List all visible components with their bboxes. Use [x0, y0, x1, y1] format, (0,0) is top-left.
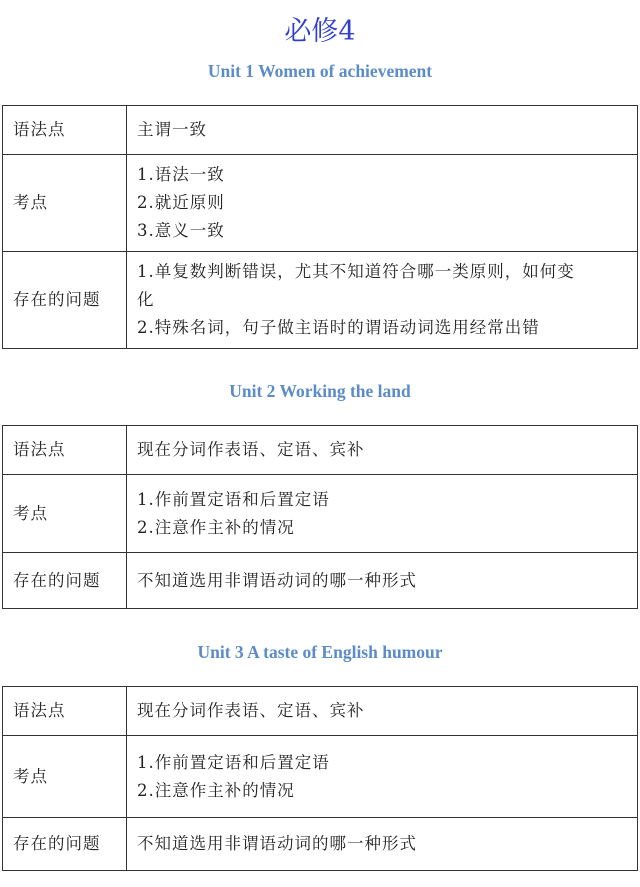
content-line: 1.单复数判断错误，尤其不知道符合哪一类原则，如何变 — [137, 262, 575, 281]
row-content — [127, 736, 638, 818]
row-label: 存在的问题 — [3, 818, 127, 871]
content-line: 不知道选用非谓语动词的哪一种形式 — [137, 570, 417, 590]
content-line: 2.注意作主补的情况 — [137, 780, 295, 800]
content-line: 主谓一致 — [137, 120, 207, 139]
content-line: 2.特殊名词，句子做主语时的谓语动词选用经常出错 — [137, 318, 540, 337]
content-line: 1.语法一致 — [137, 165, 225, 184]
row-content — [127, 155, 638, 252]
row-content — [127, 252, 638, 349]
row-label: 考点 — [3, 736, 127, 818]
table-row-problems — [3, 818, 638, 871]
content-line: 2.就近原则 — [137, 193, 225, 212]
unit-3-title: Unit 3 A taste of English humour — [197, 642, 443, 662]
table-row-grammar-point — [3, 687, 638, 736]
content-line: 现在分词作表语、定语、宾补 — [137, 701, 365, 720]
row-content — [127, 106, 638, 155]
row-content — [127, 475, 638, 553]
table-row-problems — [3, 553, 638, 609]
content-line: 2.注意作主补的情况 — [137, 517, 295, 537]
row-label: 考点 — [3, 475, 127, 553]
row-label: 存在的问题 — [3, 252, 127, 349]
table-row-grammar-point — [3, 106, 638, 155]
row-content — [127, 818, 638, 871]
table-row-grammar-point — [3, 426, 638, 475]
row-label: 语法点 — [3, 687, 127, 736]
row-content — [127, 426, 638, 475]
row-content — [127, 553, 638, 609]
unit-2-table — [2, 425, 638, 609]
content-line: 现在分词作表语、定语、宾补 — [137, 440, 365, 459]
row-label: 考点 — [3, 155, 127, 252]
content-line: 1.作前置定语和后置定语 — [137, 752, 330, 772]
unit-3-table — [2, 686, 638, 871]
row-label: 存在的问题 — [3, 553, 127, 609]
content-line: 化 — [137, 290, 155, 309]
content-line: 3.意义一致 — [137, 221, 225, 240]
row-content — [127, 687, 638, 736]
row-label: 语法点 — [3, 106, 127, 155]
table-row-problems — [3, 252, 638, 349]
content-line: 不知道选用非谓语动词的哪一种形式 — [137, 834, 417, 853]
unit-1-table — [2, 105, 638, 349]
table-row-test-points — [3, 736, 638, 818]
content-line: 1.作前置定语和后置定语 — [137, 489, 330, 509]
row-label: 语法点 — [3, 426, 127, 475]
unit-1-title: Unit 1 Women of achievement — [207, 61, 433, 81]
page-title: 必修4 — [284, 16, 356, 47]
table-row-test-points — [3, 155, 638, 252]
unit-2-title: Unit 2 Working the land — [229, 381, 411, 401]
table-row-test-points — [3, 475, 638, 553]
